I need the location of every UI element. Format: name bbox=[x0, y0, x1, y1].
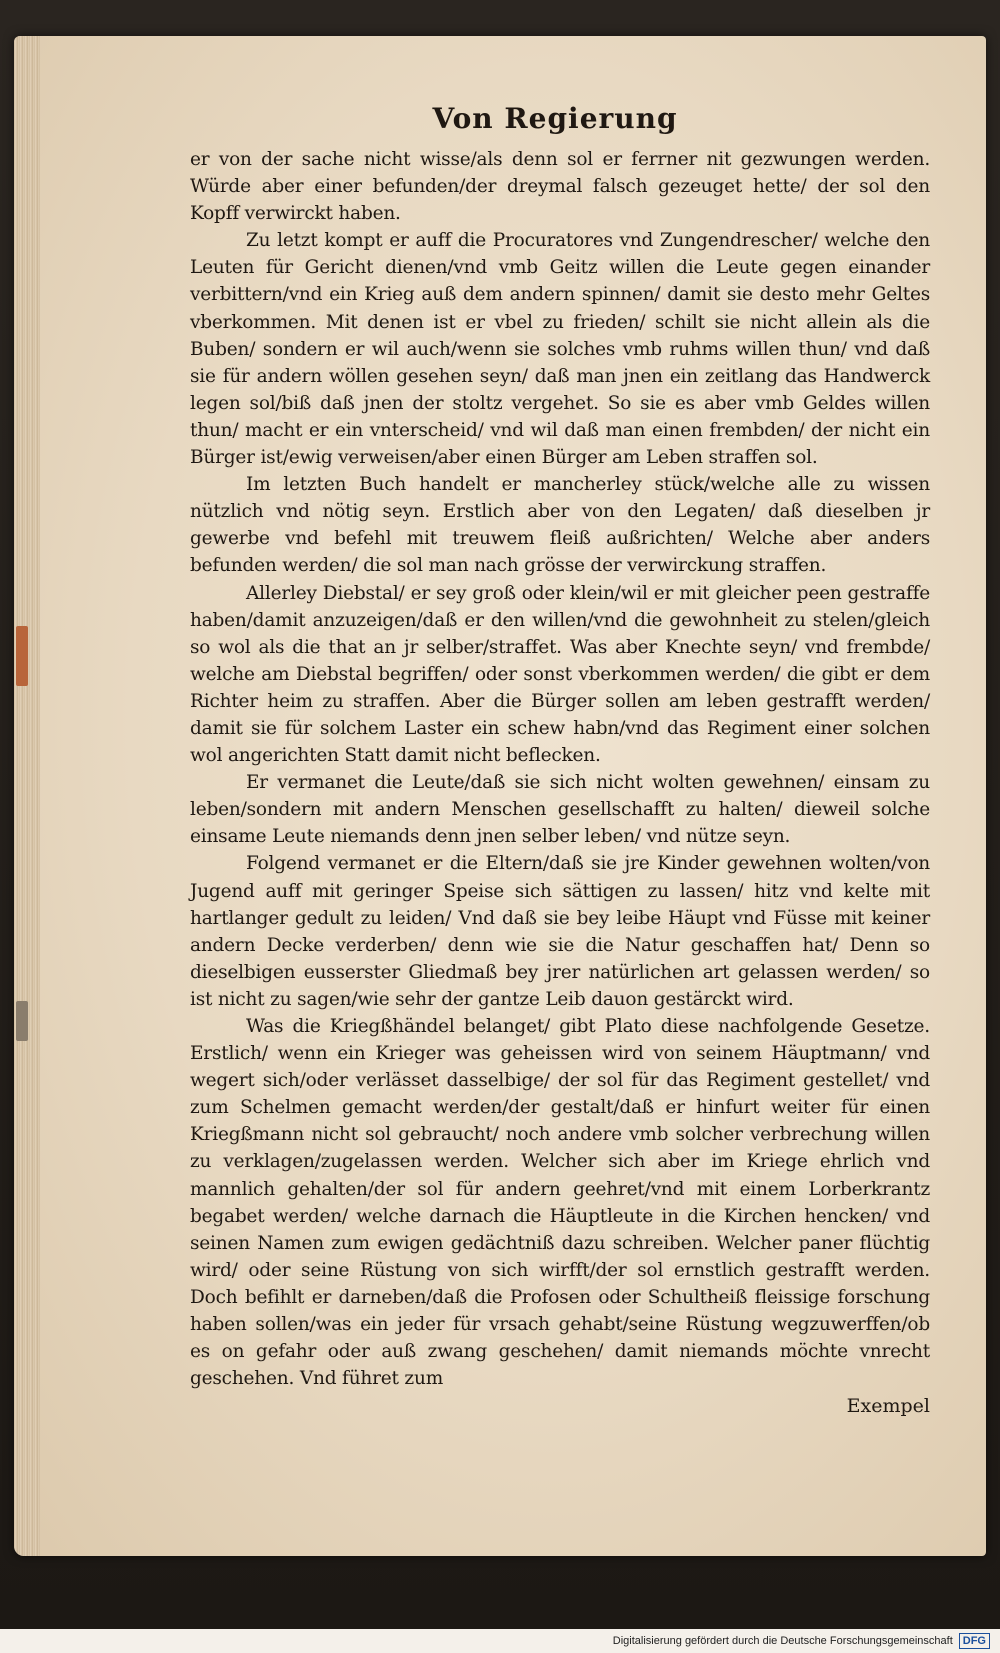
paragraph: Er vermanet die Leute/daß sie sich nicht wolten gewehnen/ einsam zu leben/sondern mit andern Menschen gesellschafft zu halten/ dieweil solche einsame Leute niemands denn jnen selber leben/ vnd nütze seyn. bbox=[190, 772, 930, 848]
page-edges bbox=[14, 36, 40, 1556]
paragraph: Im letzten Buch handelt er mancherley stück/welche alle zu wissen nützlich vnd nötig seyn. Erstlich aber von den Legaten/ daß dieselben jr gewerbe vnd befehl mit treuwem fleiß außrichten/ Welche aber anders befunden werden/ die sol man nach grösse der verwirckung straffen. bbox=[190, 474, 930, 577]
catchword: Exempel bbox=[846, 1395, 930, 1418]
text-block bbox=[190, 92, 930, 1420]
paragraph: Was die Kriegßhändel belanget/ gibt Plato diese nachfolgende Gesetze. Erstlich/ wenn ein Krieger was geheissen wird von seinem Häuptmann/ vnd wegert sich/oder verlässet dasselbige/ der sol für das Regiment gestellet/ vnd zum Schelmen gemacht werden/der gestalt/daß er hinfurt weiter für einen Kriegßmann nicht sol gebraucht/ noch andere vmb solcher verbrechung willen zu verklagen/zugelassen werden. Welcher sich aber im Kriege ehrlich vnd mannlich gehalten/der sol für andern geehret/vnd mit einem Lorberkrantz begabet werden/ welche darnach die Häuptleute in die Kirchen hencken/ vnd seinen Namen zum ewigen gedächtniß dazu schreiben. Welcher paner flüchtig wird/ oder seine Rüstung von sich wirfft/der sol ernstlich gestrafft werden. Doch befihlt er darneben/daß die Profosen oder Schultheiß fleissige forschung haben sollen/was ein jeder für vrsach gehabt/seine Rüstung wegzuwerffen/ob es on gefahr oder auß zwang geschehen/ damit niemands möchte vnrecht geschehen. Vnd führet zum bbox=[190, 1016, 930, 1390]
digitization-footer bbox=[0, 1629, 1000, 1653]
page-tab-marker bbox=[16, 626, 28, 686]
paragraph: er von der sache nicht wisse/als denn sol er ferrner nit gezwungen werden. Würde aber einer befunden/der dreymal falsch gezeuget hette/ der sol den Kopff verwirckt haben. bbox=[190, 149, 930, 225]
funding-credit: Digitalisierung gefördert durch die Deutsche Forschungsgemeinschaft bbox=[612, 1635, 953, 1647]
paragraph: Zu letzt kompt er auff die Procuratores vnd Zungendrescher/ welche den Leuten für Gericht dienen/vnd vmb Geitz willen die Leute gegen einander verbittern/vnd ein Krieg auß dem andern spinnen/ damit sie desto mehr Geltes vberkommen. Mit denen ist er vbel zu frieden/ schilt sie nicht allein als die Buben/ sondern er wil auch/wenn sie solches vmb ruhms willen thun/ vnd daß sie für andern wöllen gesehen seyn/ daß man jnen ein zeitlang das Handwerck legen sol/biß daß jnen der stoltz vergehet. So sie es aber vmb Geldes willen thun/ macht er ein vnterscheid/ vnd wil daß man einen frembden/ der nicht ein Bürger ist/ewig verweisen/aber einen Bürger am Leben straffen sol. bbox=[190, 230, 930, 469]
running-head: Von Regierung bbox=[432, 102, 678, 135]
page-tab-marker bbox=[16, 1001, 28, 1041]
paragraph: Allerley Diebstal/ er sey groß oder klein/wil er mit gleicher peen gestraffe haben/damit anzuzeigen/daß er den willen/vnd die gewohnheit zu stelen/gleich so wol als die that an jr selber/straffet. Was aber Knechte seyn/ vnd frembde/ welche am Diebstal begriffen/ oder sonst vberkommen werden/ die gibt er dem Richter heim zu straffen. Aber die Bürger sollen am leben gestrafft werden/ damit sie für solchem Laster ein schew habn/vnd das Regiment einer solchen wol angerichten Statt damit nicht beflecken. bbox=[190, 582, 930, 767]
book-page bbox=[14, 36, 986, 1556]
dfg-logo: DFG bbox=[959, 1633, 990, 1649]
paragraph: Folgend vermanet er die Eltern/daß sie jre Kinder gewehnen wolten/von Jugend auff mit geringer Speise sich sättigen zu lassen/ hitz vnd kelte mit hartlanger gedult zu leiden/ Vnd daß sie bey leibe Häupt vnd Füsse mit keiner andern Decke verderben/ denn wie sie die Natur geschaffen hat/ Denn so dieselbigen eusserster Gliedmaß bey jrer natürlichen art gelassen werden/ so ist nicht zu sagen/wie sehr der gantze Leib dauon gestärckt wird. bbox=[190, 853, 930, 1010]
